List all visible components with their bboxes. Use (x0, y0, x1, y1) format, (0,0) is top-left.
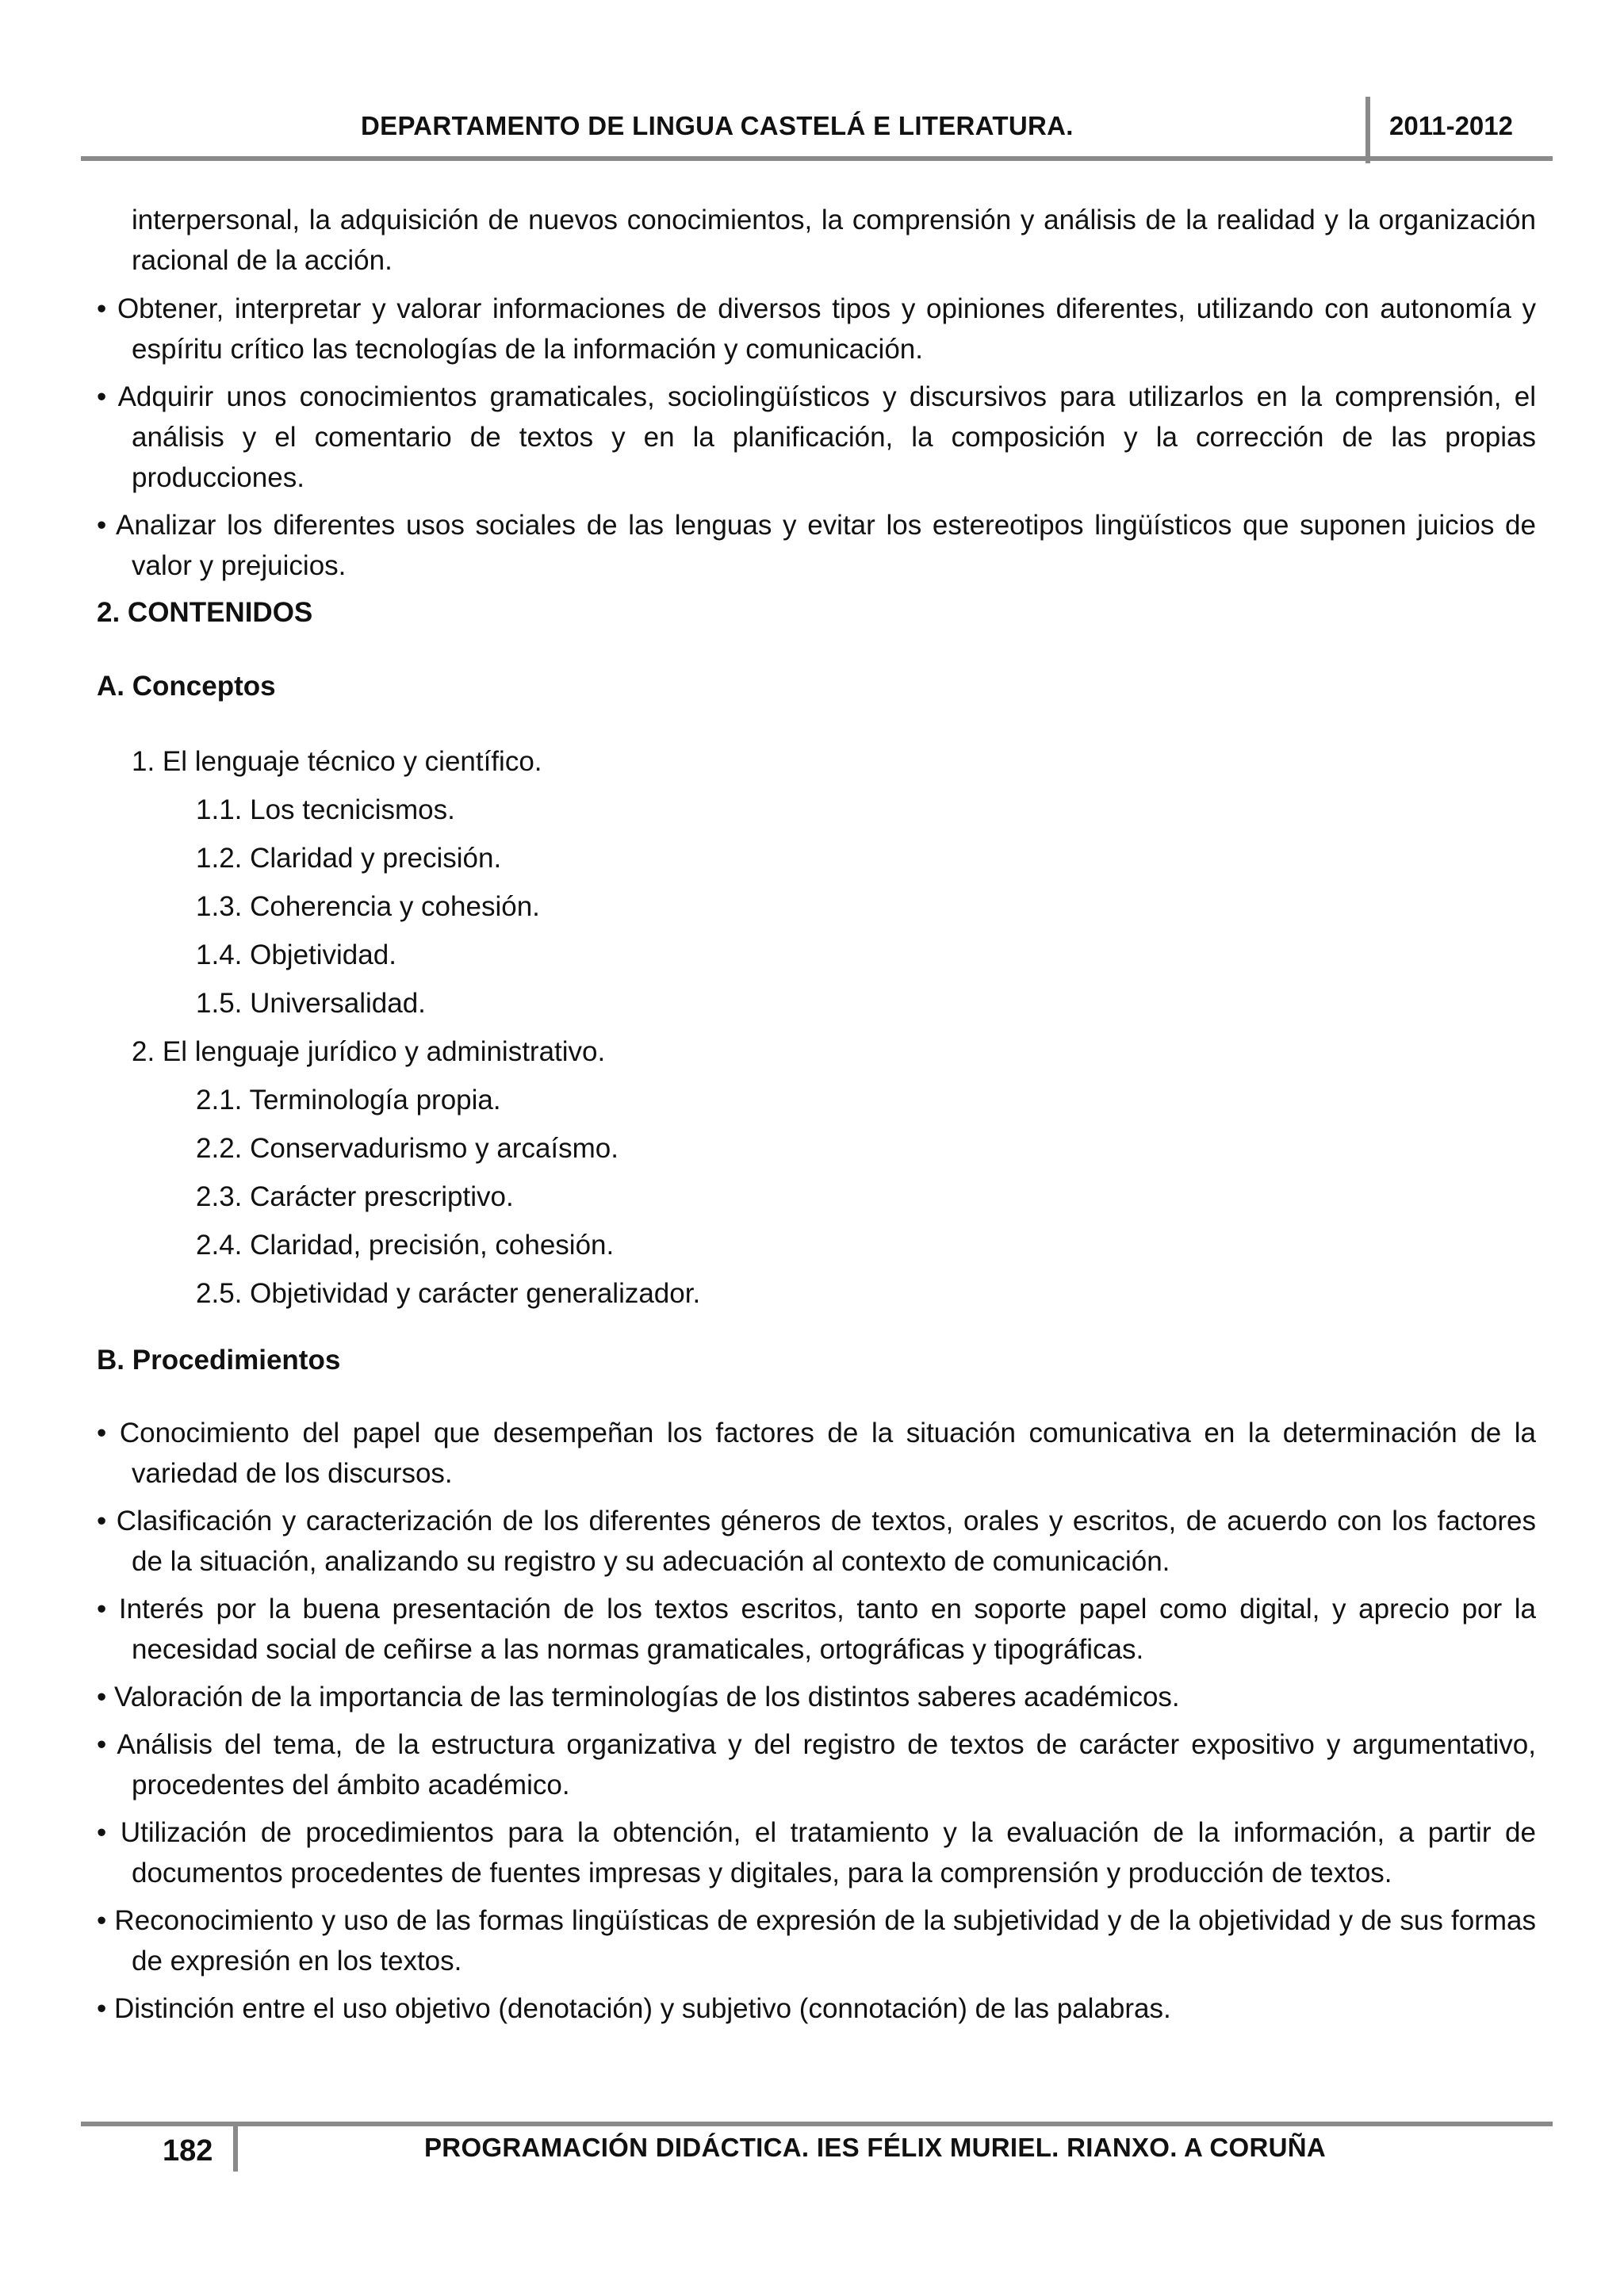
objective-item: • Adquirir unos conocimientos gramaticales, sociolingüísticos y discursivos para utilizarlos en la comprensión, el análisis y el comentario de textos y en la planificación, la composición y la corrección de las propias producciones. (97, 381, 1536, 493)
section-heading-contenidos: 2. CONTENIDOS (97, 597, 313, 628)
outline-subitem: 2.4. Claridad, precisión, cohesión. (196, 1230, 615, 1261)
subsection-heading-conceptos: A. Conceptos (97, 671, 276, 702)
footer-rule (81, 2122, 1553, 2126)
procedimientos-list (97, 1413, 1536, 2029)
procedure-item: • Valoración de la importancia de las terminologías de los distintos saberes académicos. (97, 1682, 1180, 1712)
procedure-item: • Conocimiento del papel que desempeñan los factores de la situación comunicativa en la determinación de la variedad de los discursos. (97, 1418, 1536, 1489)
outline-subitem: 1.5. Universalidad. (196, 988, 426, 1019)
outline-subitem: 1.1. Los tecnicismos. (196, 794, 455, 825)
objective-item: • Obtener, interpretar y valorar informaciones de diversos tipos y opiniones diferentes, utilizando con autonomía y espíritu crítico las tecnologías de la información y comunicación. (97, 293, 1536, 365)
subsection-heading-procedimientos: B. Procedimientos (97, 1345, 341, 1376)
outline-subitem: 1.4. Objetividad. (196, 939, 396, 970)
footer-divider (233, 2122, 238, 2172)
outline-subitem: 1.3. Coherencia y cohesión. (196, 891, 540, 922)
outline-item: 2. El lenguaje jurídico y administrativo. (132, 1036, 606, 1067)
header-year: 2011-2012 (1389, 111, 1513, 140)
conceptos-outline (97, 737, 1536, 1318)
procedure-item: • Distinción entre el uso objetivo (denotación) y subjetivo (connotación) de las palabras. (97, 1993, 1171, 2024)
procedure-item: • Reconocimiento y uso de las formas lingüísticas de expresión de la subjetividad y de la objetividad y de sus formas de expresión en los textos. (97, 1905, 1536, 1976)
outline-subitem: 2.2. Conservadurismo y arcaísmo. (196, 1133, 619, 1164)
outline-subitem: 1.2. Claridad y precisión. (196, 843, 502, 874)
intro-continuation: interpersonal, la adquisición de nuevos conocimientos, la comprensión y análisis de la realidad y la organización racional de la acción. (132, 205, 1536, 276)
page-content (97, 200, 1536, 2036)
outline-subitem: 2.5. Objetividad y carácter generalizador. (196, 1278, 701, 1309)
procedure-item: • Análisis del tema, de la estructura organizativa y del registro de textos de carácter expositivo y argumentativo, procedentes del ámbito académico. (97, 1729, 1536, 1800)
page-number: 182 (163, 2134, 213, 2168)
outline-subitem: 2.3. Carácter prescriptivo. (196, 1181, 514, 1212)
procedure-item: • Utilización de procedimientos para la obtención, el tratamiento y la evaluación de la información, a partir de documentos procedentes de fuentes impresas y digitales, para la comprensión y producción de textos. (97, 1817, 1536, 1888)
header-title: DEPARTAMENTO DE LINGUA CASTELÁ E LITERATURA. (361, 111, 1074, 140)
outline-subitem: 2.1. Terminología propia. (196, 1085, 501, 1115)
footer-title: PROGRAMACIÓN DIDÁCTICA. IES FÉLIX MURIEL. RIANXO. A CORUÑA (424, 2133, 1326, 2162)
procedure-item: • Interés por la buena presentación de los textos escritos, tanto en soporte papel como digital, y aprecio por la necesidad social de ceñirse a las normas gramaticales, ortográficas y tipográficas. (97, 1594, 1536, 1665)
header-rule (81, 156, 1553, 161)
outline-item: 1. El lenguaje técnico y científico. (132, 746, 542, 777)
objective-item: • Analizar los diferentes usos sociales de las lenguas y evitar los estereotipos lingüísticos que suponen juicios de valor y prejuicios. (97, 510, 1536, 581)
header-divider (1365, 97, 1370, 163)
procedure-item: • Clasificación y caracterización de los diferentes géneros de textos, orales y escritos, de acuerdo con los factores de la situación, analizando su registro y su adecuación al contexto de comunicación. (97, 1506, 1536, 1577)
